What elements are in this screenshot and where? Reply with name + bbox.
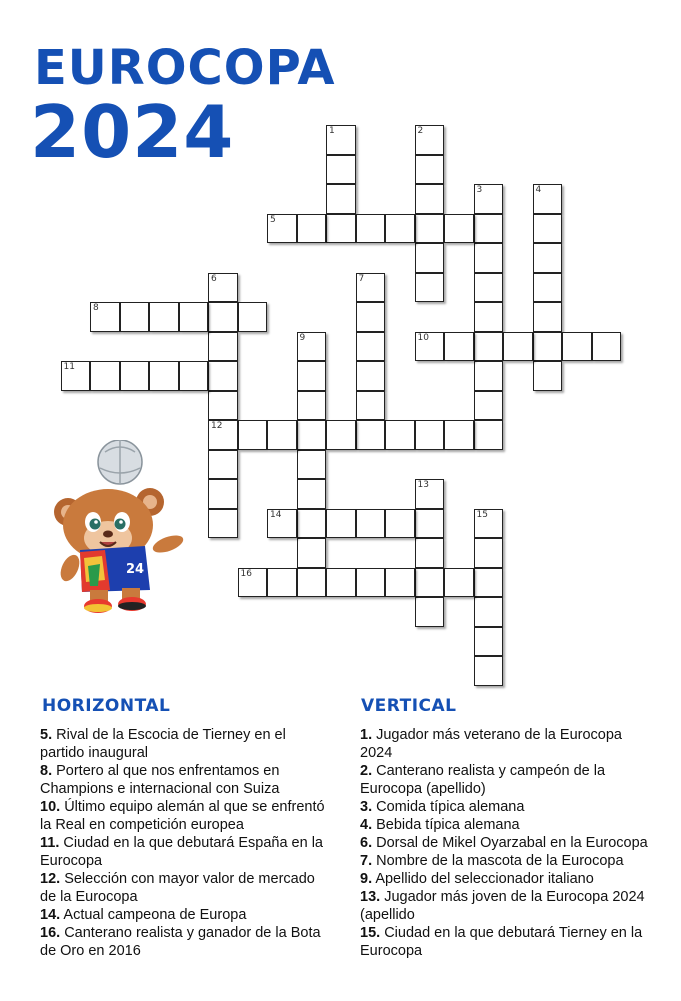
crossword-cell[interactable] [503, 332, 533, 362]
clue-number: 6. [360, 835, 373, 851]
crossword-cell[interactable] [415, 332, 445, 362]
crossword-cell[interactable] [208, 273, 238, 303]
clue-text: Actual campeona de Europa [60, 907, 247, 923]
crossword-cell[interactable] [474, 509, 504, 539]
cell-number: 7 [358, 273, 365, 284]
mascot-bear-image [50, 440, 190, 615]
crossword-cell[interactable] [208, 479, 238, 509]
vertical-clue [360, 870, 650, 888]
crossword-cell[interactable] [474, 568, 504, 598]
crossword-cell[interactable] [444, 332, 474, 362]
crossword-cell[interactable] [297, 450, 327, 480]
crossword-cell[interactable] [208, 509, 238, 539]
crossword-cell[interactable] [356, 391, 386, 421]
crossword-cell[interactable] [385, 568, 415, 598]
crossword-cell[interactable] [474, 302, 504, 332]
clue-number: 8. [40, 763, 53, 779]
clue-number: 11. [40, 835, 60, 851]
crossword-cell[interactable] [297, 538, 327, 568]
clue-text: Selección con mayor valor de mercado de la Eurocopa [40, 871, 315, 905]
crossword-cell[interactable] [562, 332, 592, 362]
crossword-cell[interactable] [474, 184, 504, 214]
crossword-cell[interactable] [415, 597, 445, 627]
cell-number: 3 [476, 185, 483, 195]
clue-number: 16. [40, 925, 61, 941]
crossword-cell[interactable] [356, 568, 386, 598]
cell-number: 15 [476, 509, 488, 520]
clue-text: Rival de la Escocia de Tierney en el partido inaugural [40, 727, 286, 761]
crossword-cell[interactable] [208, 332, 238, 362]
cell-number: 6 [211, 273, 217, 284]
horizontal-clue-list [40, 726, 330, 960]
horizontal-clue [40, 924, 330, 960]
cell-number: 5 [270, 214, 276, 225]
svg-text:24: 24 [126, 562, 145, 577]
clue-text: Último equipo alemán al que se enfrentó la Real en competición europea [40, 799, 325, 833]
crossword-cell[interactable] [533, 332, 563, 362]
clue-number: 7. [360, 853, 373, 869]
crossword-cell[interactable] [297, 479, 327, 509]
crossword-cell[interactable] [238, 568, 268, 598]
crossword-cell[interactable] [415, 125, 445, 155]
crossword-cell[interactable] [179, 361, 209, 391]
vertical-clue [360, 924, 650, 960]
clue-number: 1. [360, 727, 373, 743]
crossword-cell[interactable] [326, 509, 356, 539]
clue-text: Bebida típica alemana [372, 817, 520, 833]
crossword-cell[interactable] [474, 214, 504, 244]
crossword-cell[interactable] [208, 361, 238, 391]
crossword-cell[interactable] [474, 420, 504, 450]
crossword-cell[interactable] [533, 302, 563, 332]
crossword-cell[interactable] [533, 361, 563, 391]
clue-text: Jugador más joven de la Eurocopa 2024 (apellido [360, 889, 645, 923]
crossword-cell[interactable] [474, 243, 504, 273]
cell-number: 4 [535, 185, 542, 195]
crossword-cell[interactable] [474, 627, 504, 657]
crossword-cell[interactable] [356, 273, 386, 303]
crossword-cell[interactable] [415, 538, 445, 568]
vertical-clue [360, 834, 650, 852]
crossword-cell[interactable] [208, 450, 238, 480]
crossword-cell[interactable] [267, 214, 297, 244]
clue-text: Apellido del seleccionador italiano [372, 871, 594, 887]
clue-text: Portero al que nos enfrentamos en Champions e internacional con Suiza [40, 763, 280, 797]
crossword-cell[interactable] [415, 479, 445, 509]
horizontal-clue [40, 726, 330, 762]
clue-text: Ciudad en la que debutará España en la Eurocopa [40, 835, 323, 869]
vertical-heading: VERTICAL [361, 696, 457, 716]
crossword-cell[interactable] [474, 332, 504, 362]
clue-text: Dorsal de Mikel Oyarzabal en la Eurocopa [372, 835, 648, 851]
crossword-cell[interactable] [415, 184, 445, 214]
vertical-clue [360, 888, 650, 924]
horizontal-clue [40, 870, 330, 906]
clue-number: 4. [360, 817, 373, 833]
cell-number: 16 [240, 568, 252, 579]
crossword-cell[interactable] [208, 302, 238, 332]
crossword-cell[interactable] [385, 420, 415, 450]
crossword-cell[interactable] [592, 332, 622, 362]
clue-number: 3. [360, 799, 373, 815]
clue-number: 5. [40, 727, 53, 743]
crossword-cell[interactable] [415, 243, 445, 273]
crossword-cell[interactable] [326, 214, 356, 244]
crossword-cell[interactable] [474, 391, 504, 421]
crossword-cell[interactable] [61, 361, 91, 391]
title-year: 2024 [30, 90, 235, 174]
crossword-cell[interactable] [208, 420, 238, 450]
crossword-cell[interactable] [120, 361, 150, 391]
crossword-cell[interactable] [356, 332, 386, 362]
vertical-clue [360, 816, 650, 834]
clue-text: Ciudad en la que debutará Tierney en la Eurocopa [360, 925, 643, 959]
clue-number: 14. [40, 907, 61, 923]
vertical-clue [360, 798, 650, 816]
crossword-cell[interactable] [297, 332, 327, 362]
horizontal-clue [40, 834, 330, 870]
crossword-cell[interactable] [238, 420, 268, 450]
crossword-cell[interactable] [297, 391, 327, 421]
horizontal-heading: HORIZONTAL [42, 696, 171, 716]
crossword-cell[interactable] [474, 597, 504, 627]
crossword-cell[interactable] [533, 184, 563, 214]
crossword-cell[interactable] [267, 509, 297, 539]
crossword-cell[interactable] [356, 420, 386, 450]
clue-text: Canterano realista y campeón de la Eurocopa (apellido) [360, 763, 606, 797]
crossword-cell[interactable] [356, 302, 386, 332]
crossword-cell[interactable] [533, 243, 563, 273]
crossword-cell[interactable] [149, 361, 179, 391]
clue-number: 2. [360, 763, 373, 779]
crossword-cell[interactable] [356, 509, 386, 539]
cell-number: 1 [329, 126, 335, 136]
crossword-cell[interactable] [474, 656, 504, 686]
cell-number: 13 [417, 480, 429, 490]
crossword-cell[interactable] [297, 214, 327, 244]
crossword-cell[interactable] [90, 361, 120, 391]
crossword-cell[interactable] [444, 214, 474, 244]
crossword-cell[interactable] [533, 214, 563, 244]
crossword-cell[interactable] [326, 184, 356, 214]
crossword-cell[interactable] [297, 361, 327, 391]
crossword-cell[interactable] [415, 155, 445, 185]
crossword-cell[interactable] [208, 391, 238, 421]
crossword-cell[interactable] [356, 361, 386, 391]
crossword-cell[interactable] [120, 302, 150, 332]
cell-number: 14 [270, 509, 282, 520]
crossword-cell[interactable] [444, 568, 474, 598]
vertical-clue-list [360, 726, 650, 960]
cell-number: 2 [417, 126, 424, 136]
clue-text: Nombre de la mascota de la Eurocopa [372, 853, 624, 869]
crossword-cell[interactable] [415, 273, 445, 303]
crossword-cell[interactable] [415, 568, 445, 598]
vertical-clue [360, 852, 650, 870]
crossword-cell[interactable] [415, 420, 445, 450]
clue-text: Canterano realista y ganador de la Bota de Oro en 2016 [40, 925, 321, 959]
clue-number: 9. [360, 871, 373, 887]
clue-number: 10. [40, 799, 61, 815]
clue-text: Jugador más veterano de la Eurocopa 2024 [360, 727, 622, 761]
title-eurocopa: EUROCOPA [34, 40, 336, 96]
crossword-cell[interactable] [179, 302, 209, 332]
crossword-cell[interactable] [356, 214, 386, 244]
crossword-cell[interactable] [267, 420, 297, 450]
crossword-cell[interactable] [238, 302, 268, 332]
horizontal-clue [40, 906, 330, 924]
crossword-cell[interactable] [326, 420, 356, 450]
crossword-cell[interactable] [533, 273, 563, 303]
clue-number: 13. [360, 889, 381, 905]
cell-number: 10 [417, 332, 429, 343]
clue-text: Comida típica alemana [372, 799, 525, 815]
cell-number: 8 [93, 303, 99, 313]
crossword-cell[interactable] [415, 214, 445, 244]
crossword-cell[interactable] [297, 509, 327, 539]
cell-number: 9 [299, 332, 306, 343]
crossword-cell[interactable] [90, 302, 120, 332]
cell-number: 11 [63, 362, 75, 372]
horizontal-clue [40, 798, 330, 834]
cell-number: 12 [211, 421, 223, 431]
crossword-cell[interactable] [326, 568, 356, 598]
crossword-cell[interactable] [474, 538, 504, 568]
crossword-cell[interactable] [474, 361, 504, 391]
clue-number: 12. [40, 871, 61, 887]
clue-number: 15. [360, 925, 381, 941]
vertical-clue [360, 762, 650, 798]
crossword-cell[interactable] [297, 568, 327, 598]
crossword-cell[interactable] [267, 568, 297, 598]
crossword-cell[interactable] [385, 509, 415, 539]
crossword-cell[interactable] [415, 509, 445, 539]
crossword-cell[interactable] [149, 302, 179, 332]
crossword-cell[interactable] [474, 273, 504, 303]
crossword-cell[interactable] [297, 420, 327, 450]
vertical-clue [360, 726, 650, 762]
crossword-cell[interactable] [385, 214, 415, 244]
crossword-cell[interactable] [444, 420, 474, 450]
crossword-cell[interactable] [326, 155, 356, 185]
crossword-cell[interactable] [326, 125, 356, 155]
horizontal-clue [40, 762, 330, 798]
